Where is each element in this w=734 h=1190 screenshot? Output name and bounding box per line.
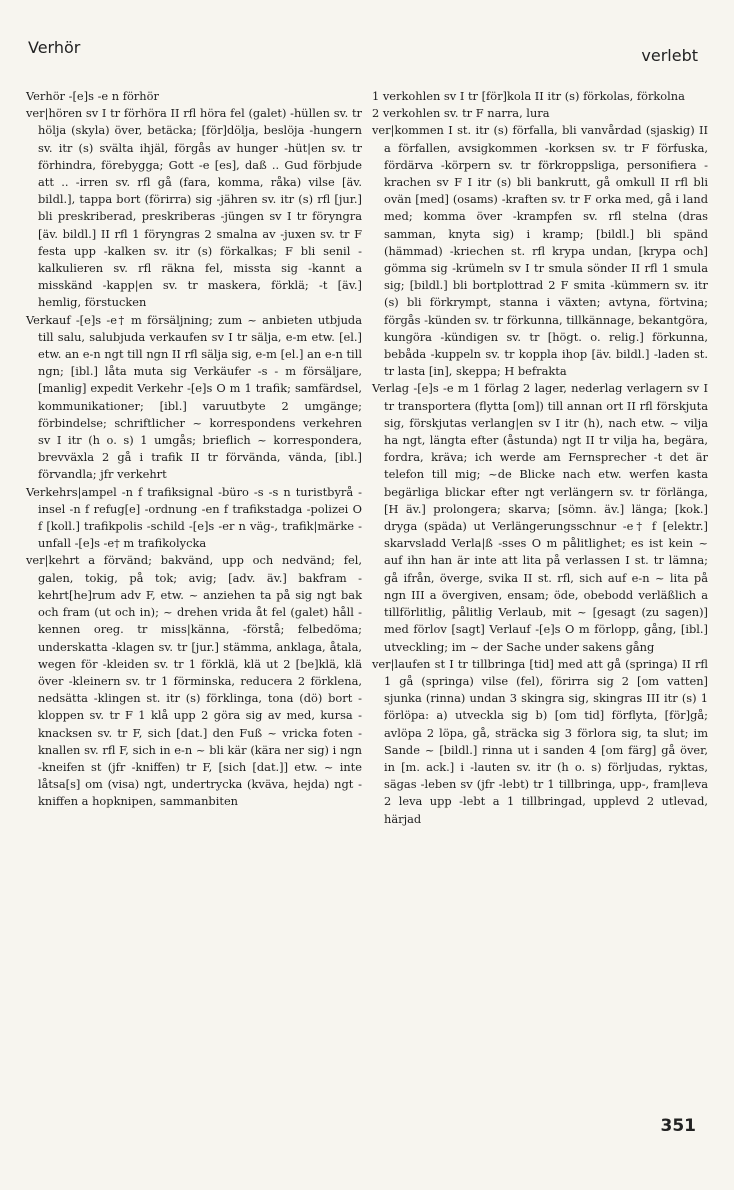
entry-paragraph: Verhör -[e]s -e n förhör — [26, 89, 159, 103]
entry-paragraph: 2 verkohlen sv. tr F narra, lura — [372, 106, 550, 121]
right-column — [372, 88, 708, 828]
page-number: 351 — [660, 1116, 696, 1136]
entry-paragraph: ver|kommen I st. itr (s) förfalla, bli vanvårdad (sjaskig) II a förfallen, avsigkommen -korksen sv. tr F förfuska, fördärva -körpern sv. tr förkroppsliga, personifiera -krachen sv F I itr (s) bli bankrutt, gå omkull II rfl bli ovän [med] (osams) -kraften sv. tr F orka med, gå i land med; komma över -krampfen sv. rfl stelna (dras samman, knyta sig) i kramp; [bildl.] bli spänd (hämmad) -kriechen st. rfl krypa undan, [krypa och] gömma sig -krümeln sv I tr smula sönder II rfl 1 smula sig; [bildl.] bli bortplottrad 2 F smita -kümmern sv. itr (s) bli förkrympt, stanna i växten; avtyna, förtvina; förgås -künden sv. tr förkunna, tillkännage, bekantgöra, kungöra -kündigen sv. tr [högt. o. relig.] förkunna, bebåda -kuppeln sv. tr koppla ihop [äv. bildl.] -laden st. tr lasta [in], skeppa; H befrakta — [372, 123, 708, 379]
entry-paragraph: 1 verkohlen sv I tr [för]kola II itr (s) förkolas, förkolna — [372, 89, 685, 103]
entry-paragraph: Verkauf -[e]s -e† m försäljning; zum ~ anbieten utbjuda till salu, salubjuda verkaufen sv I tr sälja, e-m etw. [el.] etw. an e-n ngt till ngn II rfl sälja sig, e-m [el.] an e-n till ngn; [ibl.] låta muta sig Verkäufer -s - m försäljare, [manlig] expedit Verkehr -[e]s O m 1 trafik; samfärdsel, kommunikationer; [ibl.] varuutbyte 2 umgänge; förbindelse; schriftlicher ~ korrespondens verkehren sv I itr (h o. s) 1 umgås; brieflich ~ korrespondera, brevväxla 2 gå i trafik II tr förvända, vända, [ibl.] förvandla; jfr verkehrt — [26, 312, 362, 482]
left-column — [26, 88, 362, 811]
entry-paragraph: ver|hören sv I tr förhöra II rfl höra fel (galet) -hüllen sv. tr hölja (skyla) över, betäcka; [för]dölja, beslöja -hungern sv. itr (s) svälta ihjäl, förgås av hunger -hüt|en sv. tr förhindra, förebygga; Gott -e [es], daß .. Gud förbjude att .. -irren sv. rfl gå (fara, komma, råka) vilse [äv. bildl.], tappa bort (förirra) sig -jähren sv. itr (s) rfl [jur.] bli preskriberad, preskriberas -jüngen sv I tr föryngra [äv. bildl.] II rfl 1 föryngras 2 smalna av -juxen sv. tr F festa upp -kalken sv. itr (s) förkalkas; F bli senil -kalkulieren sv. rfl räkna fel, missta sig -kannt a misskänd -kapp|en sv. tr maskera, förklä; -t [äv.] hemlig, förstucken — [26, 106, 362, 310]
entry-paragraph: Verkehrs|ampel -n f trafiksignal -büro -s -s n turistbyrå -insel -n f refug[e] -ordnung -en f trafikstadga -polizei O f [koll.] trafikpolis -schild -[e]s -er n väg-, trafik|märke -unfall -[e]s -e† m trafikolycka — [26, 484, 362, 551]
entry-paragraph: Verlag -[e]s -e m 1 förlag 2 lager, nederlag verlagern sv I tr transportera (flytta [om]) till annan ort II rfl förskjuta sig, förskjutas verlang|en sv I itr (h), nach etw. ~ vilja ha ngt, längta efter (åstunda) ngt II tr vilja ha, begära, fordra, kräva; ich werde am Fernsprecher -t det är telefon till mig; ~de Blicke nach etw. werfen kasta begärliga blickar efter ngt verlängern sv. tr förlänga, [H äv.] prolongera; skarva; [sömn. äv.] länga; [kok.] dryga (späda) ut Verlängerungsschnur -e† f [elektr.] skarvsladd Verla|ß -sses O m pålitlighet; es ist kein ~ auf ihn han är inte att lita på verlassen I st. tr lämna; gå ifrån, överge, svika II st. rfl, sich auf e-n ~ lita på ngn III a övergiven, ensam; öde, obebodd verläßlich a tillförlitlig, pålitlig Verlaub, mit ~ [gesagt (zu sagen)] med förlov [sagt] Verlauf -[e]s O m förlopp, gång, [ibl.] utveckling; im ~ der Sache under sakens gång — [372, 381, 708, 654]
running-head-left: Verhör — [28, 38, 81, 57]
entry-paragraph: ver|laufen st I tr tillbringa [tid] med att gå (springa) II rfl 1 gå (springa) vilse (fel), förirra sig 2 [om vatten] sjunka (rinna) undan 3 skingra sig, skingras III itr (s) 1 förlöpa: a) utveckla sig b) [om tid] förflyta, [för]gå; avlöpa 2 löpa, gå, sträcka sig 3 förlora sig, ta slut; im Sande ~ [bildl.] rinna ut i sanden 4 [om färg] gå över, in [m. ack.] i -lauten sv. itr (h o. s) förljudas, ryktas, sägas -leben sv (jfr -lebt) tr 1 tillbringa, upp-, fram|leva 2 leva upp -lebt a 1 tillbringad, upplevd 2 utlevad, härjad — [372, 656, 708, 826]
entry-paragraph: ver|kehrt a förvänd; bakvänd, upp och nedvänd; fel, galen, tokig, på tok; avig; [adv. äv.] bakfram -kehrt[he]rum adv F, etw. ~ anziehen ta på sig ngt bak och fram (ut och in); ~ drehen vrida åt fel (galet) håll -kennen oreg. tr miss|känna, -förstå; felbedöma; underskatta -klagen sv. tr [jur.] stämma, anklaga, åtala, wegen för -kleiden sv. tr 1 förklä, klä ut 2 [be]klä, klä över -kleinern sv. tr 1 förminska, reducera 2 förklena, nedsätta -klingen st. itr (s) förklinga, tona (dö) bort -kloppen sv. tr F 1 klå upp 2 göra sig av med, kursa -knacksen sv. tr F, sich [dat.] den Fuß ~ vricka foten -knallen sv. rfl F, sich in e-n ~ bli kär (kära ner sig) i ngn -kneifen st (jfr -kniffen) tr F, [sich [dat.]] etw. ~ inte låtsa[s] om (visa) ngt, undertrycka (kväva, hejda) ngt -kniffen a hopknipen, sammanbiten — [26, 553, 362, 809]
running-head-right: verlebt — [641, 46, 698, 65]
